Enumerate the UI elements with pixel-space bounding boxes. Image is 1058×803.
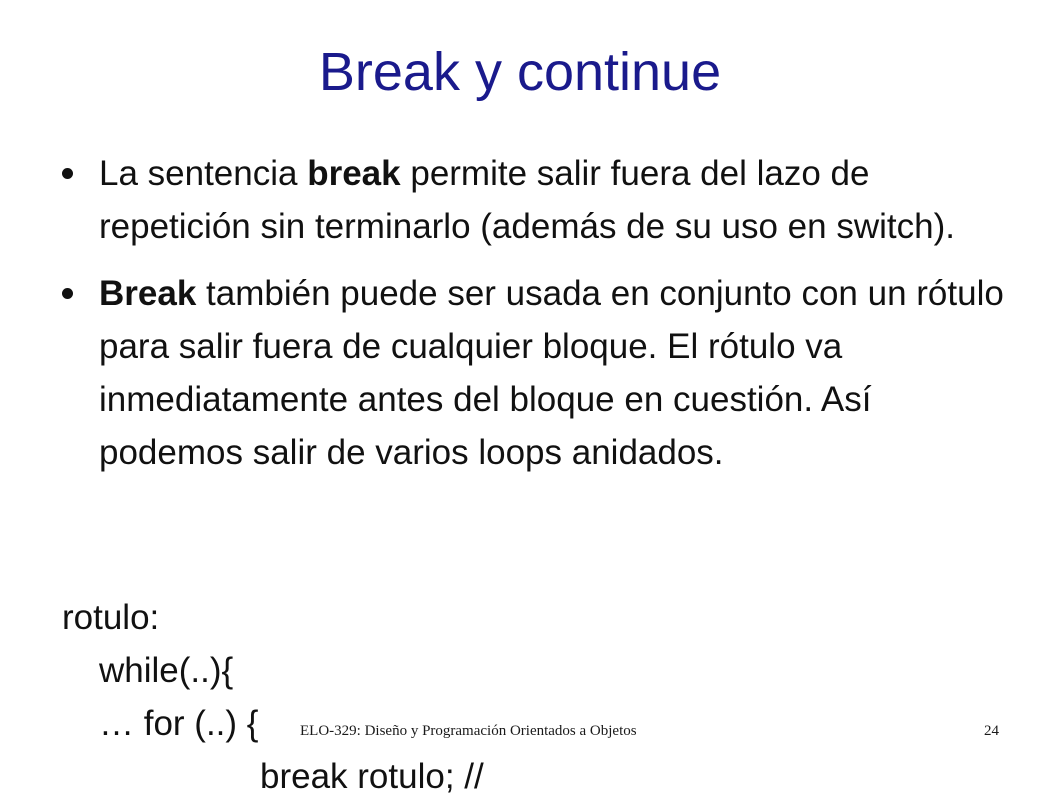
code-line-label: rotulo: [62,598,160,637]
bullet-text-after: también puede ser usada en conjunto con un rótulo para salir fuera de cualquier bloque. El rótulo va inmediatamente antes del bloque en cuestión. Así podemos salir de varios loops anidados. [99,274,1004,472]
bullet-dot-icon [62,168,73,179]
bullet-text [99,274,1004,472]
footer-course-title: ELO-329: Diseño y Programación Orientados a Objetos [300,723,637,739]
code-example [62,591,1022,803]
slide-title: Break y continue [318,42,722,102]
code-line-break: break rotulo; // [260,757,484,796]
bullet-text-after: permite salir fuera del lazo de repetición sin terminarlo (además de su uso en switch). [99,154,955,246]
bullet-text-before: La sentencia [99,154,308,193]
bullet-keyword: break [307,154,401,193]
bullet-dot-icon [62,288,73,299]
page-number: 24 [984,723,999,739]
code-line-while: while(..){ [99,651,234,690]
bullet-keyword: Break [99,274,197,313]
code-line-for: … for (..) { [99,704,259,743]
bullet-list [62,147,1022,493]
bullet-text [99,154,955,246]
bullet-item-break-label [62,267,1022,479]
bullet-item-break [62,147,1022,253]
